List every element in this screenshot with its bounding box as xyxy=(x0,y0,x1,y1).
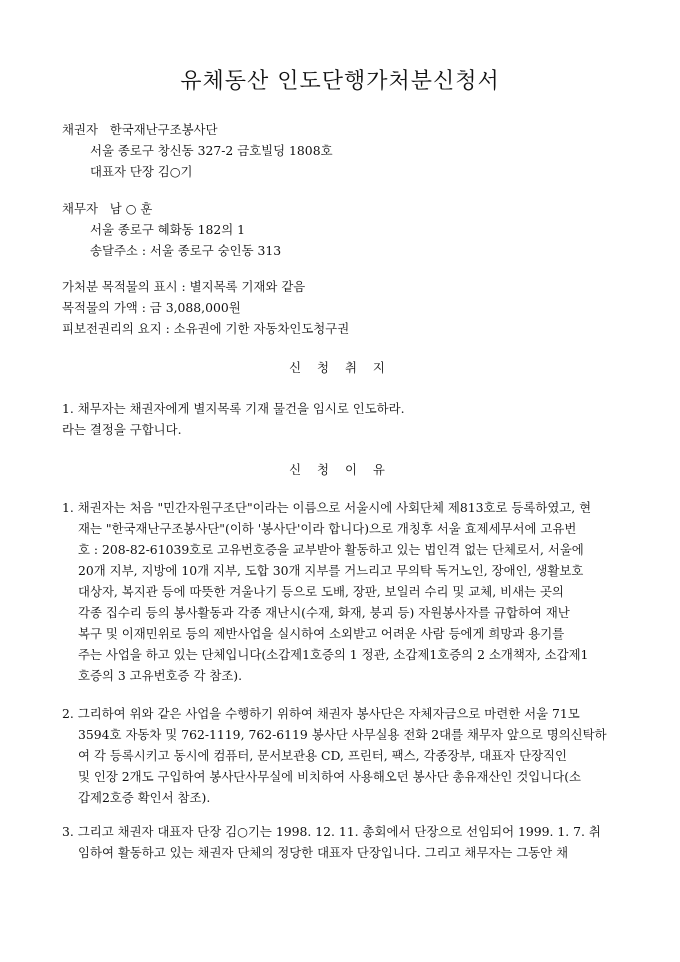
paragraph-line: 3594호 자동차 및 762-1119, 762-6119 봉사단 사무실용 전화 2대를 채무자 앞으로 명의신탁하 xyxy=(78,727,607,742)
paragraph-line: 여 각 등록시키고 동시에 컴퓨터, 문서보관용 CD, 프린터, 팩스, 각종장부, 대표자 단장직인 xyxy=(78,748,567,763)
paragraph-line: 및 인장 2개도 구입하여 봉사단사무실에 비치하여 사용해오던 봉사단 총유재산인 것입니다(소 xyxy=(78,769,581,784)
paragraph-line: 호증의 3 고유번호증 각 참조). xyxy=(78,668,243,683)
subject-value: 목적물의 가액 : 금 3,088,000원 xyxy=(62,300,241,315)
paragraph-line: 1. 채권자는 처음 "민간자원구조단"이라는 이름으로 서울시에 사회단체 제813호로 등록하였고, 현 xyxy=(62,500,592,515)
debtor-row xyxy=(62,201,152,217)
paragraph-line: 갑제2호증 확인서 참조). xyxy=(78,790,211,805)
subject-display: 가처분 목적물의 표시 : 별지목록 기재와 같음 xyxy=(62,279,306,294)
creditor-label: 채권자 xyxy=(62,122,98,137)
debtor-delivery-address: 송달주소 : 서울 종로구 숭인동 313 xyxy=(90,243,282,258)
paragraph-line: 복구 및 이재민위로 등의 제반사업을 실시하여 소외받고 어려운 사람 등에게 희망과 용기를 xyxy=(78,626,565,641)
paragraph-line: 3. 그리고 채권자 대표자 단장 김○기는 1998. 12. 11. 총회에서 단장으로 선임되어 1999. 1. 7. 취 xyxy=(62,824,601,839)
paragraph-line: 호 : 208-82-61039호로 고유번호증을 교부받아 활동하고 있는 법인격 없는 단체로서, 서울에 xyxy=(78,542,584,557)
purpose-line: 라는 결정을 구합니다. xyxy=(62,422,182,437)
creditor-name: 한국재난구조봉사단 xyxy=(109,122,218,137)
paragraph-line: 각종 집수리 등의 봉사활동과 각종 재난시(수재, 화재, 붕괴 등) 자원봉사자를 규합하여 재난 xyxy=(78,605,570,620)
purpose-line: 1. 채무자는 채권자에게 별지목록 기재 물건을 임시로 인도하라. xyxy=(62,401,405,416)
debtor-label: 채무자 xyxy=(62,201,98,216)
debtor-address: 서울 종로구 혜화동 182의 1 xyxy=(90,222,246,237)
paragraph-line: 2. 그리하여 위와 같은 사업을 수행하기 위하여 채권자 봉사단은 자체자금으로 마련한 서울 71모 xyxy=(62,706,580,721)
paragraph-line: 주는 사업을 하고 있는 단체입니다(소갑제1호증의 1 정관, 소갑제1호증의 2 소개책자, 소갑제1 xyxy=(78,647,589,662)
paragraph-line: 임하여 활동하고 있는 채권자 단체의 정당한 대표자 단장입니다. 그리고 채무자는 그동안 채 xyxy=(78,845,569,860)
debtor-name: 남 ○ 훈 xyxy=(109,201,153,216)
creditor-address: 서울 종로구 창신동 327-2 금호빌딩 1808호 xyxy=(90,143,333,158)
reasons-heading: 신 청 이 유 xyxy=(289,462,391,477)
document-title: 유체동산 인도단행가처분신청서 xyxy=(180,69,500,94)
paragraph-line: 재는 "한국재난구조봉사단"(이하 '봉사단'이라 합니다)으로 개칭후 서울 효제세무서에 고유번 xyxy=(78,521,577,536)
paragraph-line: 대상자, 복지관 등에 따뜻한 겨울나기 등으로 도배, 장판, 보일러 수리 및 교체, 비새는 곳의 xyxy=(78,584,564,599)
creditor-representative: 대표자 단장 김○기 xyxy=(90,164,193,179)
paragraph-line: 20개 지부, 지방에 10개 지부, 도합 30개 지부를 거느리고 무의탁 독거노인, 장애인, 생활보호 xyxy=(78,563,584,578)
subject-right: 피보전권리의 요지 : 소유권에 기한 자동차인도청구권 xyxy=(62,321,350,336)
purpose-heading: 신 청 취 지 xyxy=(289,360,391,375)
creditor-row xyxy=(62,122,217,138)
